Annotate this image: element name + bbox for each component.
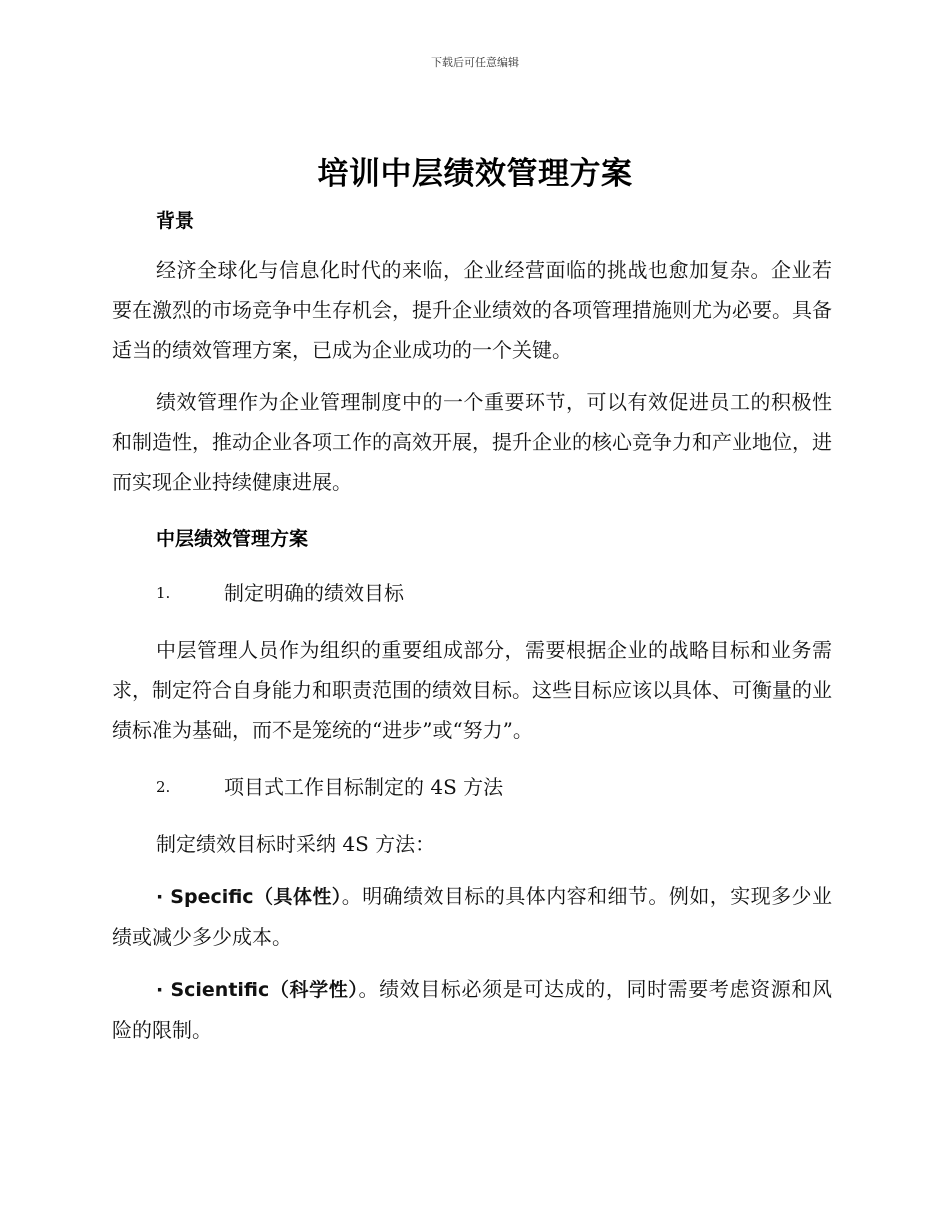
bullet-text: 。明确绩效目标的具体内容和细节。例如，实现多少业绩或减少多少成本。 bbox=[112, 884, 833, 949]
item-text: 制定明确的绩效目标 bbox=[224, 581, 404, 605]
bullet-specific bbox=[112, 876, 832, 957]
bullet-lead: · Scientific（科学性） bbox=[156, 979, 359, 1001]
item-text: 项目式工作目标制定的 4S 方法 bbox=[224, 775, 504, 799]
section-heading-plan: 中层绩效管理方案 bbox=[156, 528, 309, 550]
bullet-lead: · Specific（具体性） bbox=[156, 886, 342, 908]
document-body bbox=[112, 204, 832, 1050]
paragraph-background-2: 绩效管理作为企业管理制度中的一个重要环节，可以有效促进员工的积极性和制造性，推动企业各项工作的高效开展，提升企业的核心竞争力和产业地位，进而实现企业持续健康进展。 bbox=[112, 390, 832, 494]
item-number: 2. bbox=[156, 778, 171, 796]
paragraph-item-1: 中层管理人员作为组织的重要组成部分，需要根据企业的战略目标和业务需求，制定符合自身能力和职责范围的绩效目标。这些目标应该以具体、可衡量的业绩标准为基础，而不是笼统的“进步”或“努力”。 bbox=[112, 638, 832, 742]
paragraph-item-2-intro: 制定绩效目标时采纳 4S 方法： bbox=[156, 832, 436, 856]
numbered-item-2 bbox=[112, 770, 832, 804]
numbered-item-1 bbox=[112, 576, 832, 610]
document-title: 培训中层绩效管理方案 bbox=[317, 156, 633, 192]
header-note: 下载后可任意编辑 bbox=[431, 56, 519, 69]
section-heading-background: 背景 bbox=[156, 210, 195, 232]
bullet-scientific bbox=[112, 969, 832, 1050]
item-number: 1. bbox=[156, 584, 171, 602]
bullet-text: 。绩效目标必须是可达成的，同时需要考虑资源和风险的限制。 bbox=[112, 977, 832, 1042]
paragraph-background-1: 经济全球化与信息化时代的来临，企业经营面临的挑战也愈加复杂。企业若要在激烈的市场竞争中生存机会，提升企业绩效的各项管理措施则尤为必要。具备适当的绩效管理方案，已成为企业成功的一个关键。 bbox=[112, 258, 832, 362]
